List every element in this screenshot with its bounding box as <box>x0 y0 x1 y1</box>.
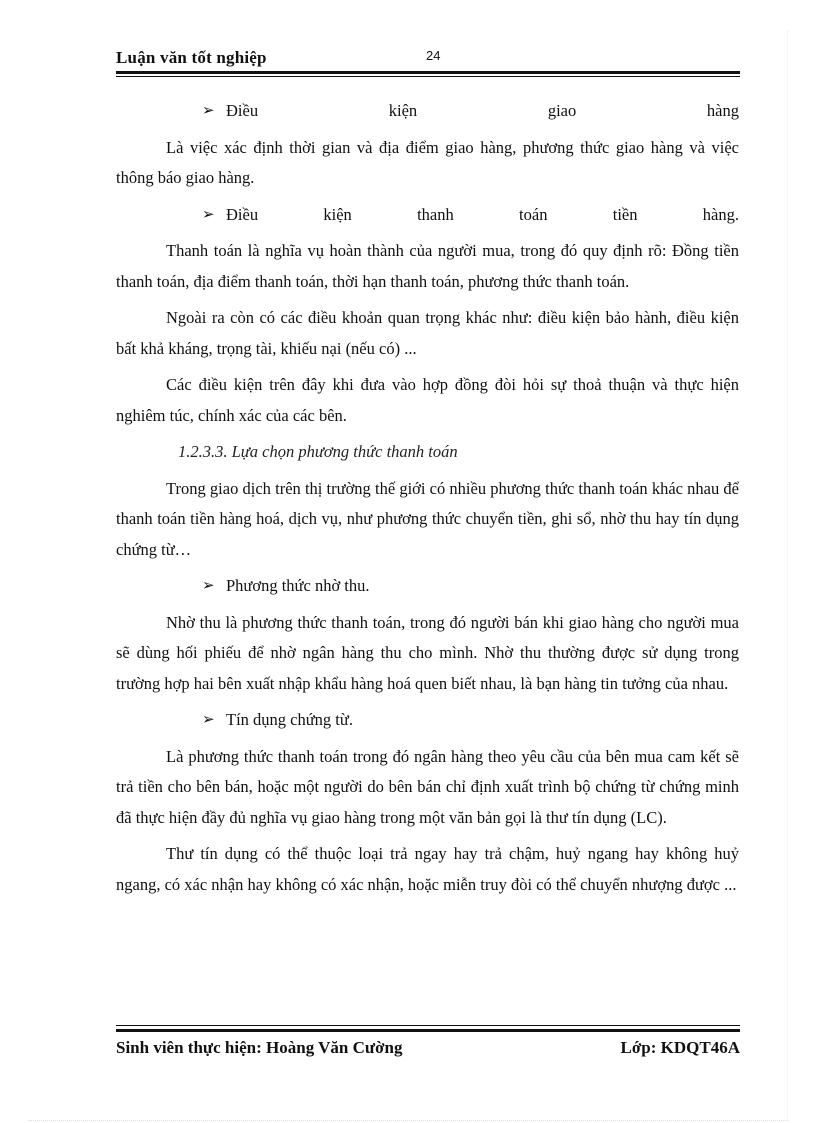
document-body <box>116 96 739 906</box>
header-rule-thick <box>116 71 740 74</box>
footer-class: Lớp: KDQT46A <box>620 1038 740 1057</box>
paragraph: Là việc xác định thời gian và địa điểm giao hàng, phương thức giao hàng và việc thông báo giao hàng. <box>116 137 739 187</box>
arrow-bullet-icon: ➢ <box>202 578 215 594</box>
arrow-bullet-icon: ➢ <box>202 206 215 223</box>
header-title: Luận văn tốt nghiệp <box>116 48 267 67</box>
paragraph: Ngoài ra còn có các điều khoản quan trọng khác như: điều kiện bảo hành, điều kiện bất khả kháng, trọng tài, khiếu nại (nếu có) ... <box>116 308 739 358</box>
arrow-bullet-icon: ➢ <box>202 103 215 119</box>
paragraph: Thanh toán là nghĩa vụ hoàn thành của người mua, trong đó quy định rõ: Đồng tiền thanh toán, địa điểm thanh toán, thời hạn thanh toán, phương thức thanh toán. <box>116 241 739 291</box>
paragraph: Trong giao dịch trên thị trường thế giới có nhiều phương thức thanh toán khác nhau để thanh toán tiền hàng hoá, dịch vụ, như phương thức chuyển tiền, ghi sổ, nhờ thu hay tín dụng chứng từ… <box>116 478 739 559</box>
paragraph: Nhờ thu là phương thức thanh toán, trong đó người bán khi giao hàng cho người mua sẽ dùng hối phiếu để nhờ ngân hàng thu cho mình. Nhờ thu thường được sử dụng trong trường hợp hai bên xuất nhập khẩu hàng hoá quen biết nhau, là bạn hàng tin tưởng của nhau. <box>116 612 739 693</box>
bullet-item <box>116 705 739 736</box>
paragraph: Các điều kiện trên đây khi đưa vào hợp đồng đòi hỏi sự thoả thuận và thực hiện nghiêm túc, chính xác của các bên. <box>116 375 739 425</box>
arrow-bullet-icon: ➢ <box>202 712 215 728</box>
paragraph: Thư tín dụng có thể thuộc loại trả ngay hay trả chậm, huỷ ngang hay không huỷ ngang, có xác nhận hay không có xác nhận, hoặc miễn truy đòi có thể chuyển nhượng được ... <box>116 844 739 894</box>
footer-rule-thin <box>116 1025 740 1026</box>
bullet-item <box>116 200 739 231</box>
bullet-item <box>116 571 739 602</box>
bullet-item <box>116 96 739 127</box>
bullet-text: Tín dụng chứng từ. <box>226 710 353 729</box>
section-heading: 1.2.3.3. Lựa chọn phương thức thanh toán <box>178 442 458 461</box>
bullet-text: Phương thức nhờ thu. <box>226 576 370 595</box>
footer-rule-thick <box>116 1029 740 1032</box>
bullet-text: Điều kiện thanh toán tiền hàng. <box>226 204 739 224</box>
paragraph: Là phương thức thanh toán trong đó ngân hàng theo yêu cầu của bên mua cam kết sẽ trả tiền cho bên bán, hoặc một người do bên bán chỉ định xuất trình bộ chứng từ chứng minh đã thực hiện đầy đủ nghĩa vụ giao hàng trong một văn bản gọi là thư tín dụng (LC). <box>116 746 739 827</box>
header-rule-thin <box>116 76 740 77</box>
page-number: 24 <box>426 48 441 63</box>
bullet-text: Điều kiện giao hàng <box>226 101 739 120</box>
footer-student: Sinh viên thực hiện: Hoàng Văn Cường <box>116 1038 403 1057</box>
page-edge-dotted <box>28 1120 788 1121</box>
page-edge-dotted-vertical <box>787 30 788 1120</box>
